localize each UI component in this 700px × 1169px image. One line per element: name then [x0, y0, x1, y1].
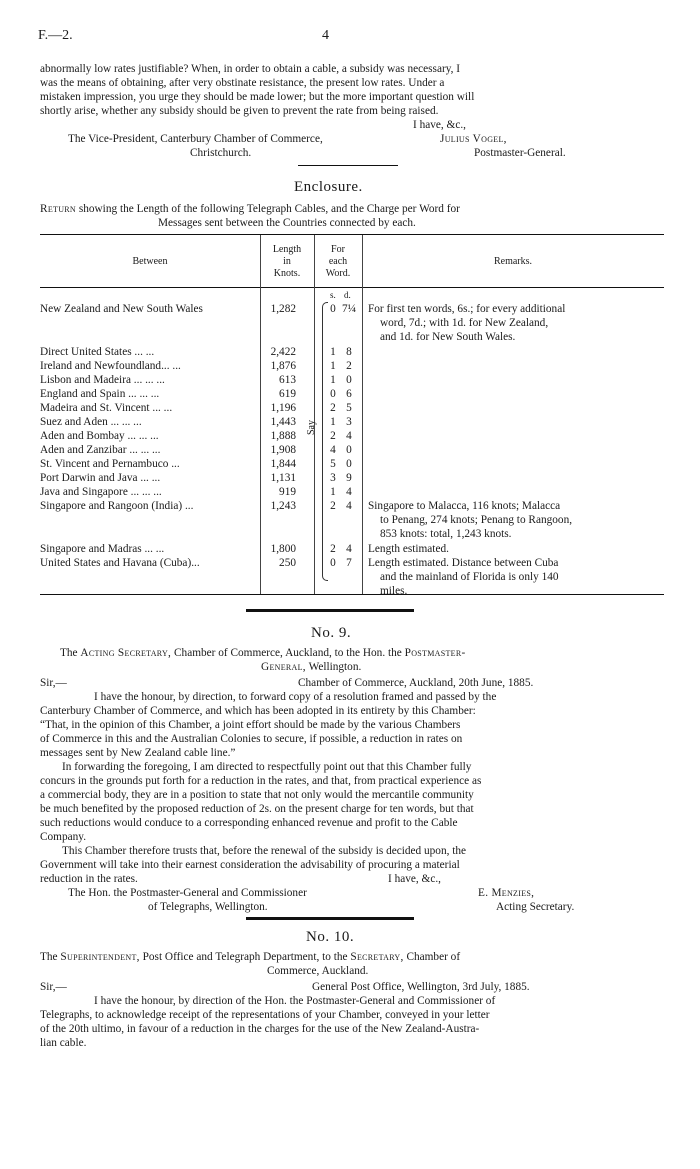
row-length: 1,876: [270, 360, 296, 372]
row-length: 250: [279, 557, 296, 569]
body-line: lian cable.: [40, 1037, 87, 1049]
no9-heading-line1: [60, 646, 466, 660]
no10-salutation: Sir,—: [40, 981, 67, 993]
say-label: Say: [306, 420, 317, 435]
no9-salutation: Sir,—: [40, 677, 67, 689]
enclosure-title: Enclosure.: [294, 179, 363, 195]
intro-addressee-line1: The Vice-President, Canterbury Chamber of Commerce,: [68, 133, 323, 145]
table-col-divider: [314, 235, 315, 594]
row-pence: 0: [346, 444, 352, 456]
row-pence: 9: [346, 472, 352, 484]
page-number: 4: [322, 28, 329, 43]
row-between: Suez and Aden ... ... ...: [40, 416, 142, 428]
row-shillings: 1: [330, 416, 336, 428]
body-line: a commercial body, they are in a position to state that not only would the mercantile community: [40, 789, 474, 801]
table-bottom-rule: [40, 594, 664, 595]
no10-heading-text: Post Office and Telegraph Department, to the: [142, 951, 348, 963]
intro-paragraph: [40, 62, 664, 118]
row-length: 1,282: [270, 303, 296, 315]
intro-closing: I have, &c.,: [413, 119, 467, 131]
row-shillings: 0: [330, 388, 336, 400]
no10-heading-line1: [40, 950, 460, 964]
row-length: 613: [279, 374, 296, 386]
no9-heading-postmaster: Postmaster-: [404, 647, 466, 659]
body-line: of the 20th ultimo, in favour of a reduction in the charges for the use of the New Zealand-Austra-: [40, 1023, 480, 1035]
row-remark-line: For first ten words, 6s.; for every additional: [368, 303, 566, 315]
body-line: messages sent by New Zealand cable line.”: [40, 747, 236, 759]
body-line: Government will take into their earnest consideration the advisability of procuring a material: [40, 859, 460, 871]
row-pence: 5: [346, 402, 352, 414]
row-shillings: 1: [330, 486, 336, 498]
row-remark-line: Length estimated. Distance between Cuba: [368, 557, 559, 569]
intro-line: mistaken impression, you urge they should be made lower; but the more important question will: [40, 91, 475, 103]
body-line: This Chamber therefore trusts that, before the renewal of the subsidy is decided upon, the: [62, 845, 467, 857]
no9-closing: I have, &c.,: [388, 873, 442, 885]
row-shillings: 1: [330, 374, 336, 386]
no10-heading-secretary: Secretary,: [350, 951, 404, 963]
no10-place-date: General Post Office, Wellington, 3rd July, 1885.: [312, 981, 530, 993]
row-shillings: 2: [330, 402, 336, 414]
row-between: Port Darwin and Java ... ...: [40, 472, 161, 484]
header-for-3: Word.: [325, 268, 351, 279]
header-length-3: Knots.: [273, 268, 301, 279]
row-pence: 3: [346, 416, 352, 428]
row-remark-line: word, 7d.; with 1d. for New Zealand,: [380, 317, 549, 329]
row-length: 1,888: [270, 430, 296, 442]
row-shillings: 2: [330, 543, 336, 555]
body-line: of Commerce in this and the Australian Colonies to secure, if possible, a reduction in rates on: [40, 733, 463, 745]
header-for-2: each: [328, 256, 348, 267]
row-shillings: 0: [330, 557, 336, 569]
header-length-1: Length: [272, 244, 302, 255]
intro-line: shortly arise, whether any subsidy should be given to prevent the rate from being raised.: [40, 105, 439, 117]
intro-signer-name: Julius Vogel,: [440, 133, 507, 145]
body-line: I have the honour, by direction, to forward copy of a resolution framed and passed by the: [94, 691, 497, 703]
no9-title: No. 9.: [311, 625, 352, 641]
row-remark-line: miles.: [380, 585, 408, 597]
section-rule-no9: [246, 609, 414, 612]
no10-title: No. 10.: [306, 929, 355, 945]
row-length: 619: [279, 388, 296, 400]
no9-heading-line2: [261, 660, 361, 674]
row-shillings: 5: [330, 458, 336, 470]
row-shillings: 3: [330, 472, 336, 484]
header-charge: [314, 244, 362, 280]
body-line: reduction in the rates.: [40, 873, 138, 885]
no9-heading-acting-secretary: Acting Secretary,: [80, 647, 172, 659]
row-shillings: 2: [330, 500, 336, 512]
no9-body: [40, 690, 664, 886]
header-for-1: For: [331, 244, 345, 255]
row-shillings: 1: [330, 346, 336, 358]
divider-short: [298, 165, 398, 166]
no10-body: [40, 994, 664, 1050]
row-between: Ireland and Newfoundland... ...: [40, 360, 181, 372]
section-rule-no10: [246, 917, 414, 920]
table-col-divider: [362, 235, 363, 594]
row-remark-line: to Penang, 274 knots; Penang to Rangoon,: [380, 514, 573, 526]
row-between: Aden and Zanzibar ... ... ...: [40, 444, 161, 456]
no9-heading-the: The: [60, 647, 78, 659]
row-pence: 4: [346, 500, 352, 512]
row-length: 1,908: [270, 444, 296, 456]
intro-line: abnormally low rates justifiable? When, in order to obtain a cable, a subsidy was necessary, I: [40, 63, 461, 75]
row-pence: 8: [346, 346, 352, 358]
row-between: England and Spain ... ... ...: [40, 388, 160, 400]
row-pence: 4: [346, 430, 352, 442]
row-pence: 6: [346, 388, 352, 400]
no9-addressee-line1: The Hon. the Postmaster-General and Commissioner: [68, 887, 307, 899]
running-header-left: F.—2.: [38, 28, 73, 43]
unit-shillings: s.: [330, 290, 336, 300]
row-length: 1,800: [270, 543, 296, 555]
body-line: “That, in the opinion of this Chamber, a joint effort should be made by the various Chambers: [40, 719, 461, 731]
row-remark-line: and 1d. for New South Wales.: [380, 331, 516, 343]
table-header-rule: [40, 287, 664, 288]
body-line: Canterbury Chamber of Commerce, and which has been adopted in its entirety by this Chamber:: [40, 705, 476, 717]
no9-signer-name: E. Menzies,: [478, 887, 535, 899]
enclosure-description-text: showing the Length of the following Telegraph Cables, and the Charge per Word for: [78, 203, 460, 215]
row-length: 1,131: [270, 472, 296, 484]
no9-signer-title: Acting Secretary.: [496, 901, 575, 913]
row-between: Madeira and St. Vincent ... ...: [40, 402, 173, 414]
row-between: St. Vincent and Pernambuco ...: [40, 458, 180, 470]
row-pence: 0: [346, 458, 352, 470]
row-pence: 4: [346, 543, 352, 555]
row-between: Aden and Bombay ... ... ...: [40, 430, 159, 442]
row-pence: 4: [346, 486, 352, 498]
row-between: United States and Havana (Cuba)...: [40, 557, 200, 569]
return-word: Return: [40, 203, 76, 215]
row-length: 919: [279, 486, 296, 498]
enclosure-description-line2: Messages sent between the Countries connected by each.: [158, 217, 416, 229]
body-line: I have the honour, by direction of the Hon. the Postmaster-General and Commissioner of: [94, 995, 496, 1007]
row-length: 1,443: [270, 416, 296, 428]
no10-heading-line2: Commerce, Auckland.: [267, 965, 369, 977]
row-between: Singapore and Rangoon (India) ...: [40, 500, 194, 512]
body-line: be much benefited by the proposed reduction of 2s. on the present charge for ten words, but that: [40, 803, 474, 815]
row-pence: 2: [346, 360, 352, 372]
body-line: Company.: [40, 831, 87, 843]
no9-addressee-line2: of Telegraphs, Wellington.: [148, 901, 268, 913]
row-shillings: 0: [330, 303, 336, 315]
table-col-divider: [260, 235, 261, 594]
row-length: 1,196: [270, 402, 296, 414]
row-between: Lisbon and Madeira ... ... ...: [40, 374, 165, 386]
header-between: Between: [132, 256, 168, 267]
row-pence: 0: [346, 374, 352, 386]
unit-pence: d.: [344, 290, 351, 300]
row-shillings: 2: [330, 430, 336, 442]
row-shillings: 1: [330, 360, 336, 372]
body-line: Telegraphs, to acknowledge receipt of the representations of your Chamber, conveyed in your letter: [40, 1009, 490, 1021]
table-top-rule: [40, 234, 664, 235]
row-between: Java and Singapore ... ... ...: [40, 486, 162, 498]
no9-heading-text: Chamber of Commerce, Auckland, to the Hon. the: [174, 647, 402, 659]
body-line: such reductions would conduce to a corresponding enhanced revenue and profit to the Cable: [40, 817, 458, 829]
no10-heading-the: The: [40, 951, 58, 963]
row-remark-line: Length estimated.: [368, 543, 449, 555]
no9-heading-general: General,: [261, 661, 306, 673]
row-length: 1,243: [270, 500, 296, 512]
no9-place-date: Chamber of Commerce, Auckland, 20th June, 1885.: [298, 677, 534, 689]
row-remark-line: 853 knots: total, 1,243 knots.: [380, 528, 512, 540]
header-length-2: in: [283, 256, 291, 267]
row-length: 2,422: [270, 346, 296, 358]
enclosure-description-line1: [40, 202, 460, 216]
header-length: [260, 244, 314, 280]
row-between: Singapore and Madras ... ...: [40, 543, 165, 555]
row-pence: 7¼: [341, 303, 357, 315]
row-length: 1,844: [270, 458, 296, 470]
row-remark-line: and the mainland of Florida is only 140: [380, 571, 559, 583]
body-line: In forwarding the foregoing, I am directed to respectfully point out that this Chamber fully: [62, 761, 472, 773]
header-remarks: Remarks.: [493, 256, 533, 267]
no10-heading-chamber: Chamber of: [406, 951, 461, 963]
no9-heading-wellington: Wellington.: [308, 661, 362, 673]
row-remark-line: Singapore to Malacca, 116 knots; Malacca: [368, 500, 561, 512]
row-between: Direct United States ... ...: [40, 346, 155, 358]
row-shillings: 4: [330, 444, 336, 456]
row-between: New Zealand and New South Wales: [40, 303, 203, 315]
intro-signer-title: Postmaster-General.: [474, 147, 566, 159]
body-line: concurs in the grounds put forth for a reduction in the rates, and that, from practical experience as: [40, 775, 482, 787]
intro-line: was the means of obtaining, after very obstinate resistance, the present low rates. Under a: [40, 77, 445, 89]
row-pence: 7: [346, 557, 352, 569]
no10-heading-superintendent: Superintendent,: [60, 951, 140, 963]
intro-addressee-line2: Christchurch.: [190, 147, 252, 159]
